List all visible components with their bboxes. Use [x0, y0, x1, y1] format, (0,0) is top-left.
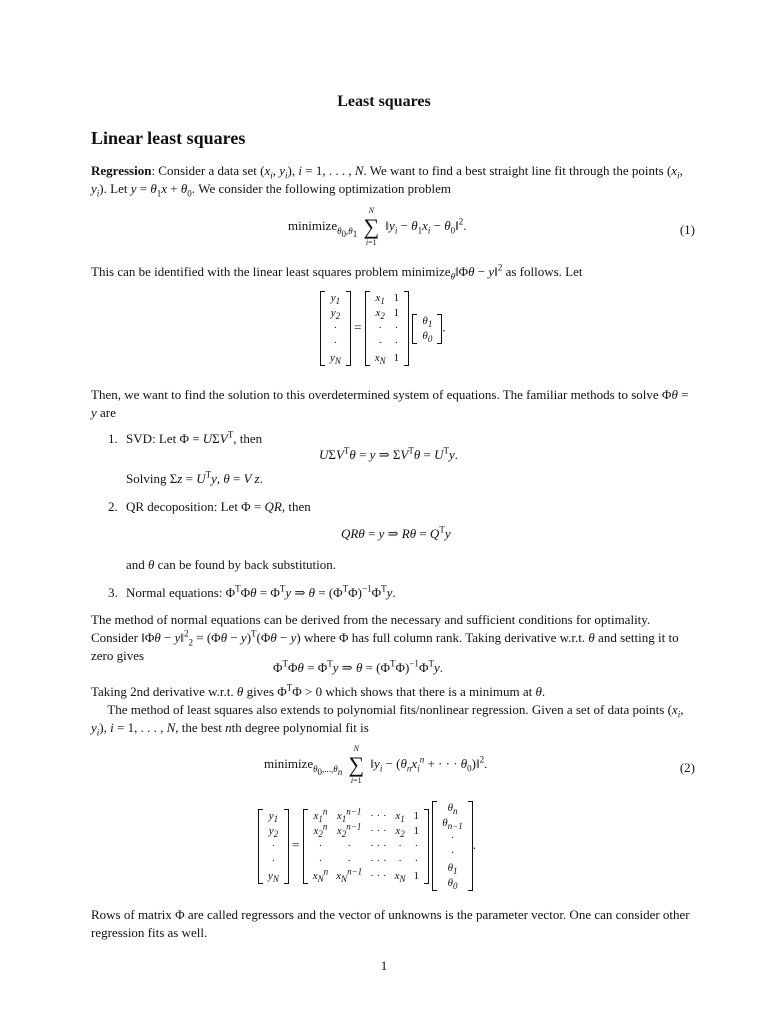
svd-solving: Solving $\Sigma z = U^Ty$, θ = V z. — [126, 469, 263, 486]
equation-normal: $\Phi^T\Phi\theta = \Phi^Ty$ ⇒ $\theta = (\Phi^T\Phi)^{-1}\Phi^Ty$. — [273, 658, 443, 675]
list-item-qr: 2. QR decoposition: Let Φ = QR, then — [108, 499, 311, 514]
equation-number-1: (1) — [679, 222, 695, 237]
paragraph-normal-derivation: The method of normal equations can be derived from the necessary and sufficient conditions for optimality. Consider ‖Φθ − y‖$^2_2$ = $(\Phi\theta - y)^T(\Phi\theta - y)$ where Φ has full column rank. Taking derivative w.r.t. θ and setting it to zero gives — [91, 612, 679, 663]
equation-number-2: (2) — [679, 760, 695, 775]
paragraph-regressors: Rows of matrix Φ are called regressors and the vector of unknowns is the parameter vector. One can consider other regression fits as well. — [91, 907, 690, 940]
qr-back-substitution: and θ can be found by back substitution. — [126, 557, 337, 572]
page-title: Least squares — [337, 93, 431, 110]
matrix-equation-polynomial: $y_1$ $y_2$ · · $y_N$ = $x_1^n$ $x_1^{n-1}$ · · · $x_1$ 1 $x_2^n$ $x_2^{n-1}$ · · · $x_2$ 1 · · · · · · · · · · · · · · $x_N^n$ $x_N^{n-1}$ · · · $x_N$ 1 $\theta_n$ $\theta_{n-1}$ · · $\theta_1$ $\theta_0$ . — [258, 801, 476, 891]
equation-2: minimize$_{\theta_0,...,\theta_n}$ N ∑ i=1 $‖y_i - (\theta_nx_i^n$ + · · · $\theta_0)‖^2$. — [264, 744, 488, 785]
list-item-normal: 3. Normal equations: $\Phi^T\Phi\theta = \Phi^Ty$ ⇒ $\theta = (\Phi^T\Phi)^{-1}\Phi^Ty$. — [108, 583, 396, 600]
regression-label: Regression — [91, 163, 152, 178]
matrix-equation-linear: $y_1$ $y_2$ · · $y_N$ = $x_1$ 1 $x_2$ 1 · · · · $x_N$ 1 $\theta_1$ $\theta_0$ . — [320, 291, 446, 366]
page-number: 1 — [380, 958, 388, 973]
section-heading: Linear least squares — [91, 128, 246, 148]
equation-qr: QRθ = y ⇒ $R\theta = Q^Ty$ — [341, 524, 451, 541]
paragraph-second-derivative: Taking 2nd derivative w.r.t. θ gives $\Phi^T\Phi > 0$ which shows that there is a minimum at θ. The method of least squares also extends to polynomial fits/nonlinear regression. Given a set of data points ($x_i$, $y_i$), i = 1, . . . , N, the best nth degree polynomial fit is — [91, 682, 684, 738]
list-item-svd: 1. SVD: Let $\Phi = U\Sigma V^T$, then — [108, 429, 263, 446]
equation-1: minimize$_{\theta_0,\theta_1}$ N ∑ i=1 $‖y_i - \theta_1x_i$ − $\theta_0‖^2$. — [288, 206, 467, 247]
paragraph-overdetermined: Then, we want to find the solution to this overdetermined system of equations. The familiar methods to solve Φθ = y are — [91, 387, 689, 420]
paragraph-regression: Regression: Consider a data set ($x_i$, $y_i$), i = 1, . . . , N. We want to find a best straight line fit through the points ($x_i$, $y_i$). Let $y = \theta_1x + \theta_0$. We consider the following optimization problem — [91, 163, 683, 199]
paragraph-identification: This can be identified with the linear least squares problem minimize$_\theta$‖Φθ − y‖$^2$ as follows. Let — [91, 262, 583, 282]
list-number: 3. — [108, 585, 118, 600]
list-number: 1. — [108, 431, 118, 446]
equation-svd: $U\Sigma V^T\theta = y$ ⇒ $\Sigma V^T\theta = U^Ty$. — [319, 445, 459, 462]
list-number: 2. — [108, 499, 118, 514]
